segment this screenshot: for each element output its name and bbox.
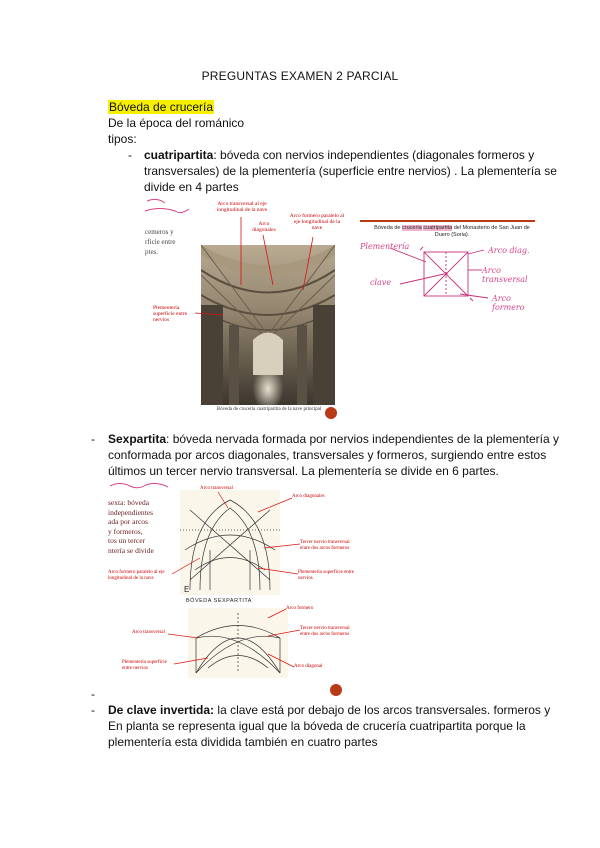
term-cuatripartita: cuatripartita xyxy=(144,148,214,162)
label-arco-diagonales: Arco diagonales xyxy=(252,221,276,233)
term-clave-invertida: De clave invertida: xyxy=(108,703,215,717)
page-title: PREGUNTAS EXAMEN 2 PARCIAL xyxy=(201,69,399,83)
label-tercer-nervio-b: Tercer nervio transversal entre dos arcos formeros xyxy=(300,626,350,637)
label-arco-transversal-top: Arco transversal xyxy=(200,486,233,491)
label-plementeria-right: Plementería superficie entre nervios xyxy=(298,570,355,581)
sexpartita-arrows xyxy=(108,478,358,688)
caption-text: Bóveda de crucería cuatripartita de la nave principal xyxy=(216,407,322,412)
label-arco-diagonales: Arco diagonales xyxy=(292,494,325,499)
label-arco-formero-left: Arco formero paralelo al eje longitudinal de la nave xyxy=(108,570,165,581)
boveda-label: BÓVEDA SEXPARTITA xyxy=(186,598,252,604)
cuatripartita-line3: divide en 4 partes xyxy=(144,180,239,194)
heading-highlight: Bóveda de crucería xyxy=(109,100,214,114)
clave-line1 xyxy=(108,702,578,718)
label-arrows xyxy=(143,195,348,420)
label-plementeria-b: Plementería superficie entre nervios xyxy=(122,660,167,671)
hand-label-arco-transversal: Arco transversal xyxy=(482,266,528,284)
caption-highlight: crucería xyxy=(402,225,422,231)
svg-text:E: E xyxy=(184,585,190,594)
clave-line2: En planta se representa igual que la bóveda de crucería cuatripartita porque la xyxy=(108,719,526,733)
sexpartita-line2: conformada por arcos diagonales, transversales y formeros, surgiendo entre estos xyxy=(108,448,547,462)
figure-cuatripartita-photo xyxy=(143,195,348,420)
section-heading xyxy=(108,99,214,115)
cuatripartita-line2: transversales) de la plementería (superficie entre nervios) . La plementería se xyxy=(144,164,557,178)
bullet: - xyxy=(91,432,95,446)
label-arco-diagonal-b: Arco diagonal xyxy=(294,664,323,669)
label-arco-formero: Arco formero paralelo al eje longitudinal de la nave xyxy=(289,213,345,231)
fragment-line: rficie entre xyxy=(145,238,176,246)
hand-label-plementeria: Plementería xyxy=(360,242,410,251)
caption-highlight: cuatripartita xyxy=(423,225,453,231)
fragment-line: sexta: bóveda xyxy=(108,498,150,507)
clave-line3: plementería esta dividida también en cuatro partes xyxy=(108,735,378,749)
hand-label-arco-diag: Arco diag. xyxy=(488,246,530,255)
sexpartita-line3: últimos un tercer nervio transversal. La plementería se divide en 6 partes. xyxy=(108,464,499,478)
label-arco-transversal-b: Arco transversal xyxy=(132,630,165,635)
caption-part: Bóveda de xyxy=(374,225,401,231)
bullet: - xyxy=(91,687,95,701)
tipos-label: tipos: xyxy=(108,132,137,146)
fragment-line: ada por arcos xyxy=(108,517,148,526)
fragment-line: tos un tercer xyxy=(108,536,146,545)
stamp-icon xyxy=(330,684,342,696)
hand-label-clave: clave xyxy=(370,278,392,287)
intro-text: De la época del románico xyxy=(108,116,245,130)
fragment-line: y formeros, xyxy=(108,526,143,536)
figure-sexpartita xyxy=(108,478,358,688)
label-arco-formero-b: Arco formero xyxy=(286,606,314,611)
photo-caption xyxy=(201,407,337,413)
bullet: - xyxy=(128,148,132,162)
fragment-line: ptes. xyxy=(145,248,159,256)
definition-text: : bóveda con nervios independientes (diagonales formeros y xyxy=(213,148,535,162)
figure-cuatripartita-plan xyxy=(360,220,535,317)
cuatripartita-line1 xyxy=(144,147,564,163)
definition-text: la clave está por debajo de los arcos transversales. formeros y xyxy=(214,703,551,717)
stamp-icon xyxy=(325,407,337,419)
label-tercer-nervio: Tercer nervio transversal entre dos arcos formeros xyxy=(300,540,350,551)
caption-part: del Monasterio de San Juan de Duero (Soria). xyxy=(434,225,530,238)
fragment-line: cemeros y xyxy=(145,228,174,236)
label-arco-transversal: Arco transversal al eje longitudinal de la nave xyxy=(216,201,268,213)
hand-label-arco-formero: Arco formero xyxy=(492,294,525,312)
fragment-line: independientes xyxy=(108,507,153,517)
definition-text: : bóveda nervada formada por nervios independientes de la plementería y xyxy=(166,432,559,446)
fragment-line: ntería se divide xyxy=(108,545,154,555)
plan-caption xyxy=(372,225,532,239)
sexpartita-line1 xyxy=(108,431,578,447)
bullet: - xyxy=(91,703,95,717)
term-sexpartita: Sexpartita xyxy=(108,432,167,446)
label-plementeria: Plementería superficie entre nervios xyxy=(153,305,188,323)
